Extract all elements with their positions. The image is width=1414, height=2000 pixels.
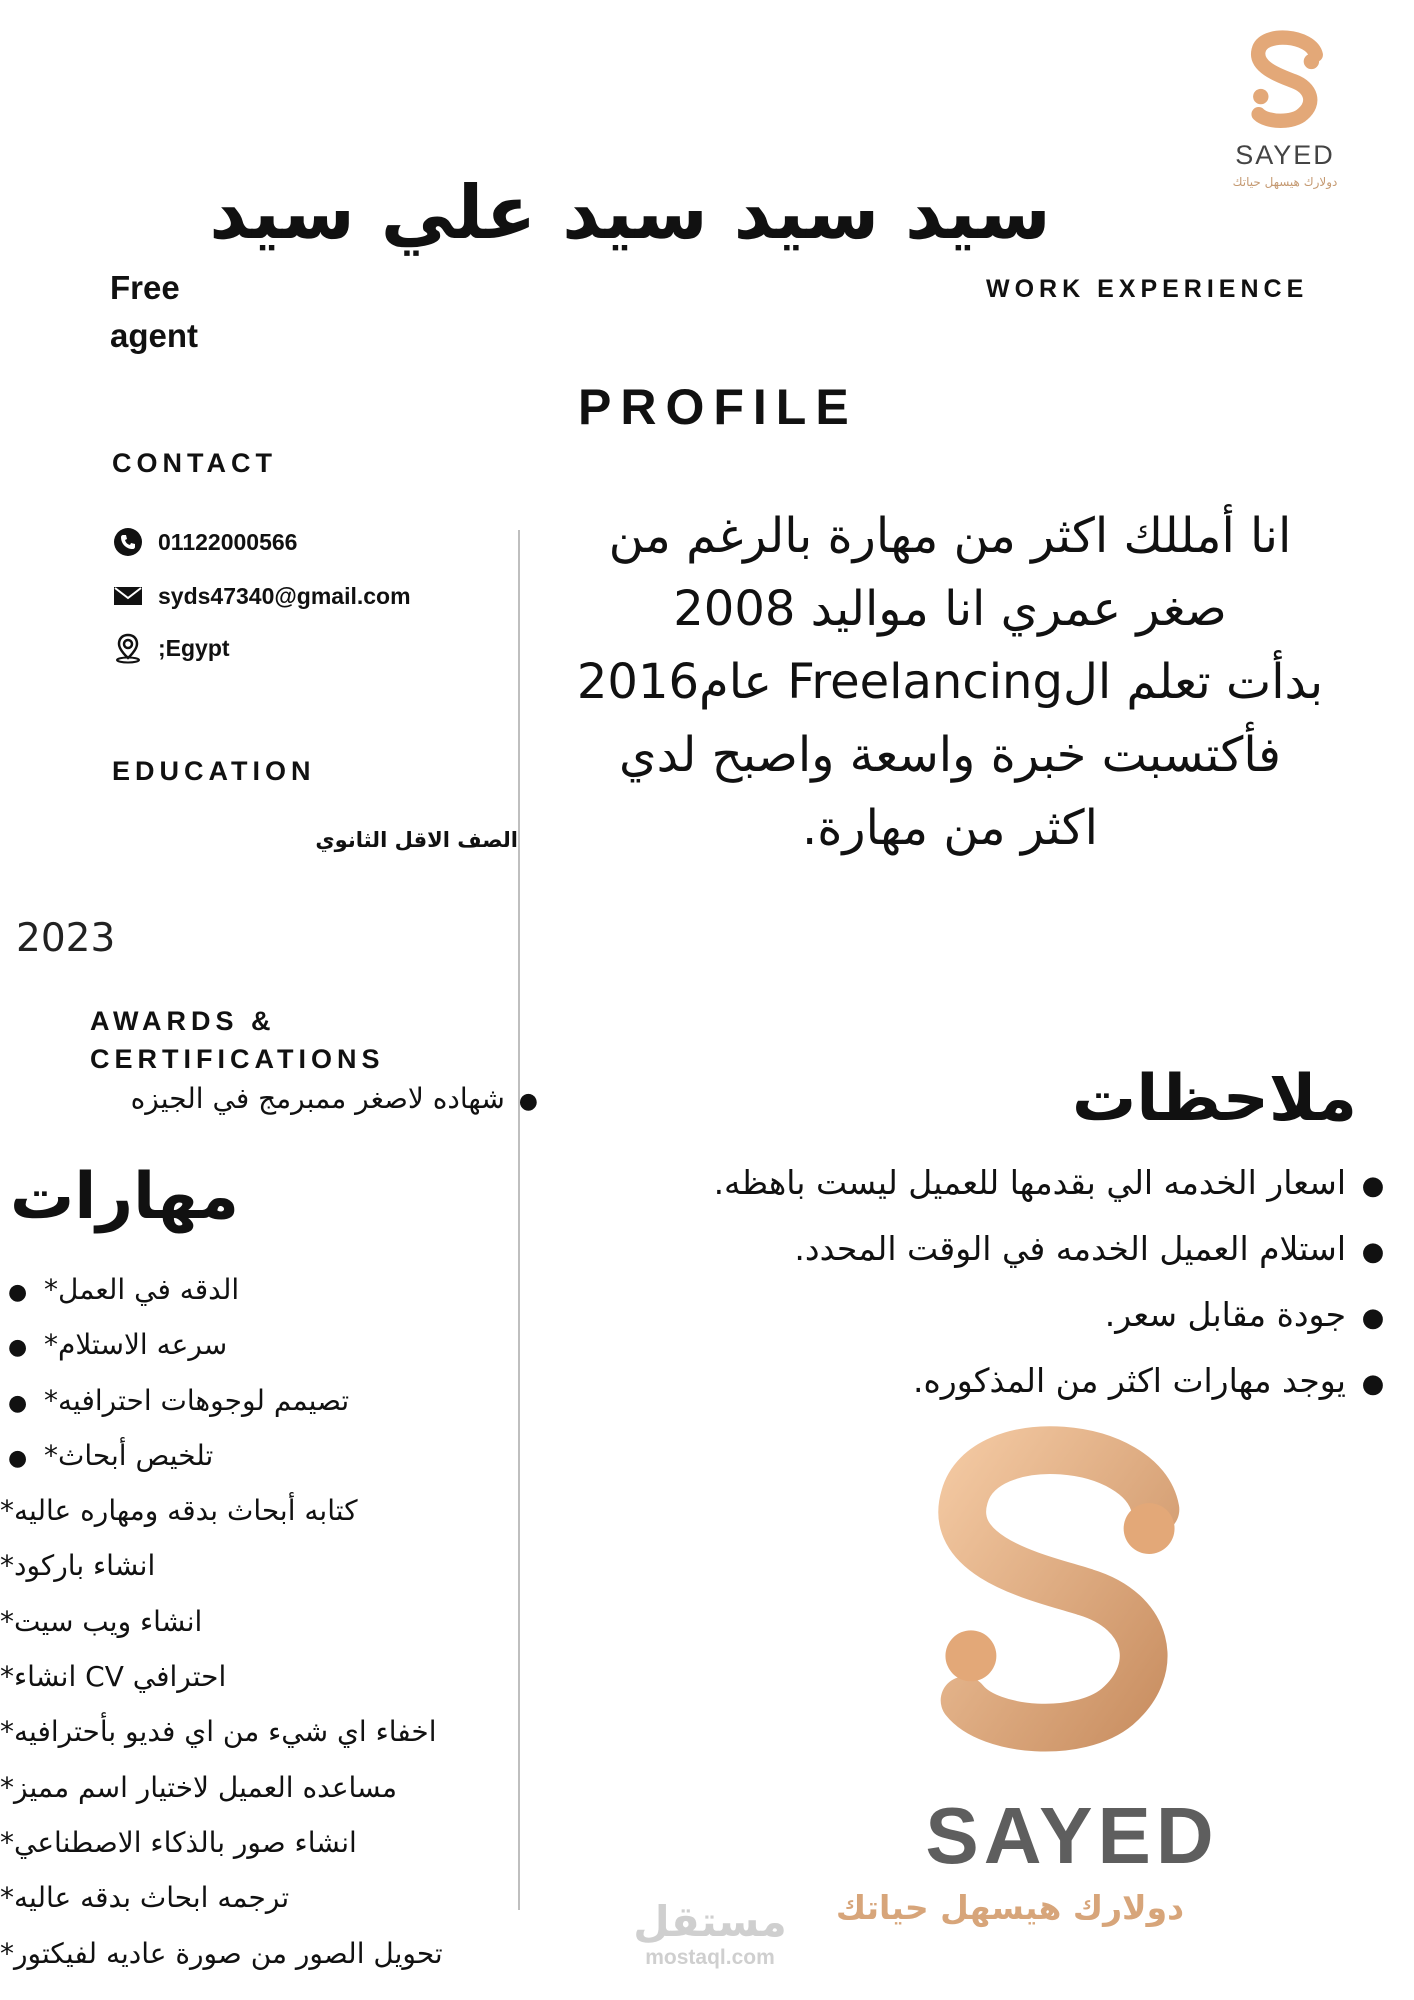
logo-large-brand: SAYED: [925, 1791, 1219, 1880]
note-text: استلام العميل الخدمه في الوقت المحدد.: [794, 1229, 1346, 1268]
skill-item: كتابه أبحاث بدقه ومهاره عاليه*: [0, 1494, 358, 1528]
full-name: سيد سيد سيد علي سيد: [209, 170, 1051, 256]
location-text: ;Egypt: [158, 634, 230, 661]
skill-item: انشاء ويب سيت*: [0, 1604, 203, 1638]
notes-list: [560, 1150, 1400, 1414]
skill-item: [0, 1428, 540, 1483]
skill-item: مساعده العميل لاختيار اسم مميز*: [0, 1770, 398, 1804]
work-experience-heading: WORK EXPERIENCE: [986, 275, 1309, 303]
logo-small: [1160, 24, 1410, 234]
profile-line: صغر عمري انا مواليد 2008: [673, 581, 1227, 637]
award-text: شهاده لاصغر ممبرمج في الجيزه: [130, 1082, 505, 1115]
notes-heading: ملاحظات: [1072, 1062, 1358, 1136]
contact-location: [112, 632, 230, 664]
contact-heading: CONTACT: [112, 448, 277, 478]
skill-item: [0, 1373, 540, 1428]
education-item: الصف الاقل الثانوي: [315, 828, 518, 852]
note-text: يوجد مهارات اكثر من المذكوره.: [913, 1361, 1346, 1400]
bullet-icon: ●: [1361, 1171, 1385, 1201]
logo-small-tagline: دولارك هيسهل حياتك: [1232, 175, 1338, 189]
skill-item: انشاء باركود*: [0, 1549, 156, 1583]
email-address[interactable]: syds47340@gmail.com: [158, 582, 411, 609]
profile-line: انا أمللك اكثر من مهارة بالرغم من: [608, 508, 1292, 564]
watermark-url: mostaql.com: [645, 1946, 775, 1969]
bullet-icon: ●: [8, 1280, 28, 1305]
profile-heading: PROFILE: [578, 379, 858, 435]
watermark-arabic: مستقل: [633, 1897, 787, 1946]
profile-line: اكثر من مهارة.: [802, 800, 1098, 856]
bullet-icon: ●: [8, 1390, 28, 1416]
education-year: 2023: [16, 916, 116, 961]
bullet-icon: ●: [8, 1445, 28, 1471]
education-heading: EDUCATION: [112, 756, 316, 786]
bullet-icon: ●: [8, 1335, 28, 1361]
note-text: اسعار الخدمه الي بقدمها للعميل ليست باهظه.: [713, 1163, 1346, 1202]
contact-phone: [112, 526, 297, 558]
logo-small-brand: SAYED: [1235, 140, 1335, 170]
phone-icon: [112, 526, 144, 558]
skill-text: تصيمم لوجوهات احترافيه*: [44, 1383, 350, 1417]
bullet-icon: ●: [1361, 1237, 1385, 1267]
note-text: جودة مقابل سعر.: [1104, 1295, 1346, 1334]
job-title-text: Free agent: [110, 269, 199, 354]
skills-list: [0, 1262, 540, 1981]
award-item: [14, 1082, 538, 1115]
profile-summary: [540, 500, 1360, 865]
skill-item: اخفاء اي شيء من اي فديو بأحترافيه*: [0, 1715, 437, 1749]
skill-text: الدقه في العمل*: [44, 1273, 240, 1306]
skill-item: انشاء صور بالذكاء الاصطناعي*: [0, 1825, 357, 1859]
skill-item: [0, 1317, 540, 1372]
location-pin-icon: [112, 632, 144, 664]
skills-heading: مهارات: [10, 1160, 239, 1234]
logo-large-tagline: دولارك هيسهل حياتك: [835, 1888, 1185, 1927]
skill-item: تحويل الصور من صورة عاديه لفيكتور*: [0, 1936, 443, 1970]
contact-email: [112, 580, 411, 612]
skill-text: تلخيص أبحاث*: [44, 1438, 214, 1472]
note-item: [560, 1150, 1400, 1216]
note-item: [560, 1282, 1400, 1348]
profile-line: بدأت تعلم الFreelancing عام2016: [576, 654, 1324, 710]
awards-heading: AWARDS & CERTIFICATIONS: [90, 1006, 385, 1074]
skill-item: [0, 1262, 540, 1317]
note-item: [560, 1348, 1400, 1414]
skill-item: ترجمه ابحاث بدقه عاليه*: [0, 1881, 290, 1915]
skill-item: احترافي CV انشاء*: [0, 1660, 227, 1694]
job-title: [110, 264, 220, 360]
note-item: [560, 1216, 1400, 1282]
bullet-icon: ●: [518, 1089, 538, 1114]
mail-icon: [112, 580, 144, 612]
phone-number: 01122000566: [158, 528, 298, 555]
skill-text: سرعه الاستلام*: [44, 1328, 228, 1362]
bullet-icon: ●: [1361, 1303, 1385, 1333]
profile-line: فأكتسبت خبرة واسعة واصبح لدي: [619, 727, 1281, 783]
s-logo-large-icon: [900, 1414, 1220, 1764]
s-logo-icon: [1230, 24, 1340, 134]
watermark: [620, 1898, 800, 1970]
bullet-icon: ●: [1361, 1369, 1385, 1399]
